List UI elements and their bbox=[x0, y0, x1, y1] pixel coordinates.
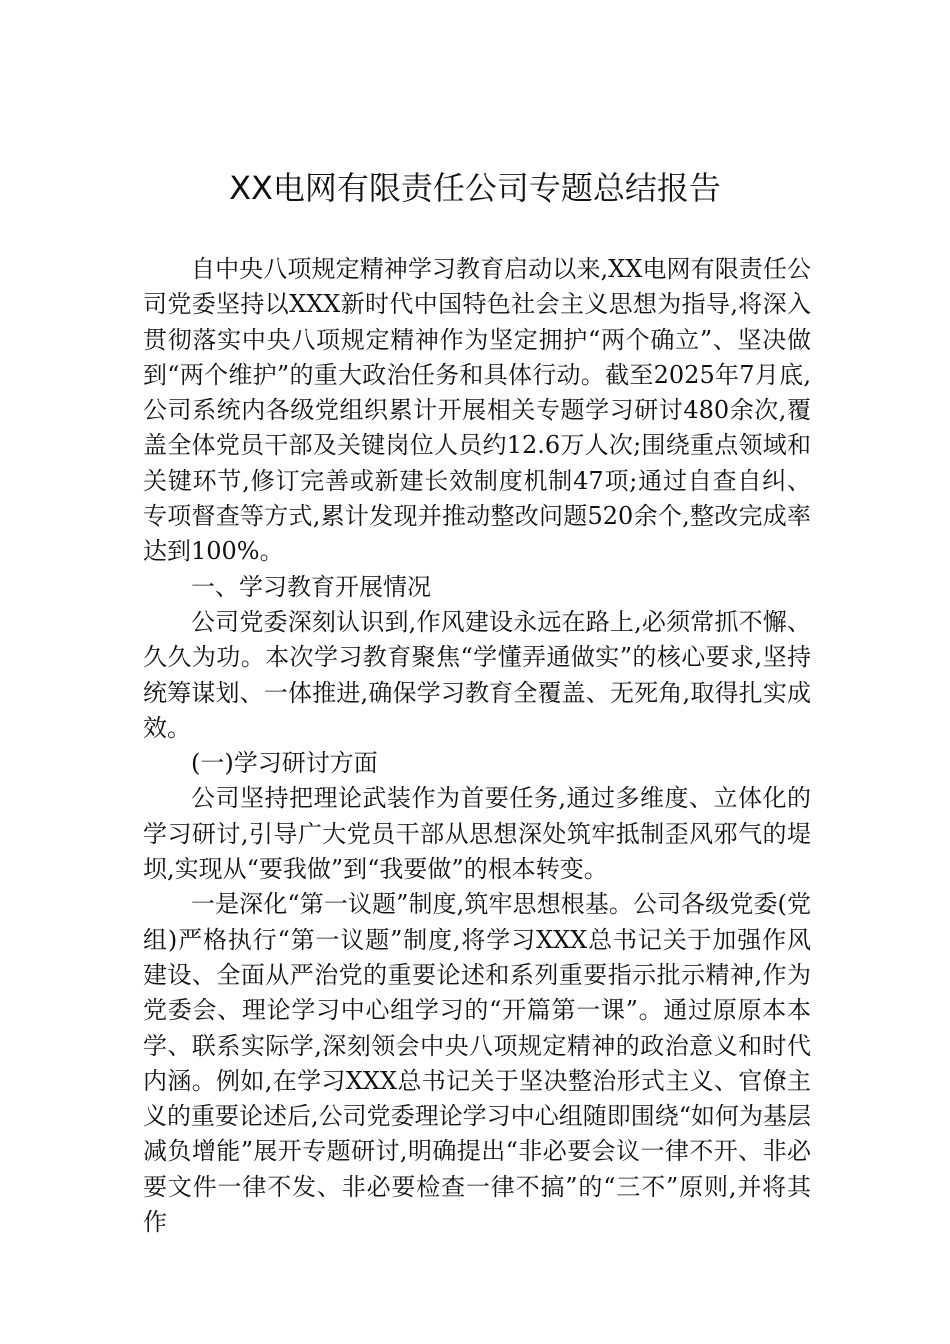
document-title: XX电网有限责任公司专题总结报告 bbox=[229, 169, 721, 207]
paragraph-point-1: 一是深化“第一议题”制度,筑牢思想根基。公司各级党委(党组)严格执行“第一议题”制度,将学习XXX总书记关于加强作风建设、全面从严治党的重要论述和系列重要指示批示精神,作为党委会、理论学习中心组学习的“开篇第一课”。通过原原本本学、联系实际学,深刻领会中央八项规定精神的政治意义和时代内涵。例如,在学习XXX总书记关于坚决整治形式主义、官僚主义的重要论述后,公司党委理论学习中心组随即围绕“如何为基层减负增能”展开专题研讨,明确提出“非必要会议一律不开、非必要文件一律不发、非必要检查一律不搞”的“三不”原则,并将其作 bbox=[143, 890, 811, 1237]
document-body bbox=[143, 252, 811, 1240]
paragraph-intro: 自中央八项规定精神学习教育启动以来,XX电网有限责任公司党委坚持以XXX新时代中国特色社会主义思想为指导,将深入贯彻落实中央八项规定精神作为坚定拥护“两个确立”、坚决做到“两个维护”的重大政治任务和具体行动。截至2025年7月底,公司系统内各级党组织累计开展相关专题学习研讨480余次,覆盖全体党员干部及关键岗位人员约12.6万人次;围绕重点领域和关键环节,修订完善或新建长效制度机制47项;通过自查自纠、专项督查等方式,累计发现并推动整改问题520余个,整改完成率达到100%。 bbox=[143, 255, 811, 566]
section-heading-1: 一、学习教育开展情况 bbox=[191, 572, 431, 601]
subsection-heading-1: (一)学习研讨方面 bbox=[191, 749, 378, 778]
paragraph-section-1: 公司党委深刻认识到,作风建设永远在路上,必须常抓不懈、久久为功。本次学习教育聚焦“学懂弄通做实”的核心要求,坚持统筹谋划、一体推进,确保学习教育全覆盖、无死角,取得扎实成效。 bbox=[143, 607, 811, 742]
paragraph-subsection-1: 公司坚持把理论武装作为首要任务,通过多维度、立体化的学习研讨,引导广大党员干部从思想深处筑牢抵制歪风邪气的堤坝,实现从“要我做”到“我要做”的根本转变。 bbox=[143, 784, 811, 884]
